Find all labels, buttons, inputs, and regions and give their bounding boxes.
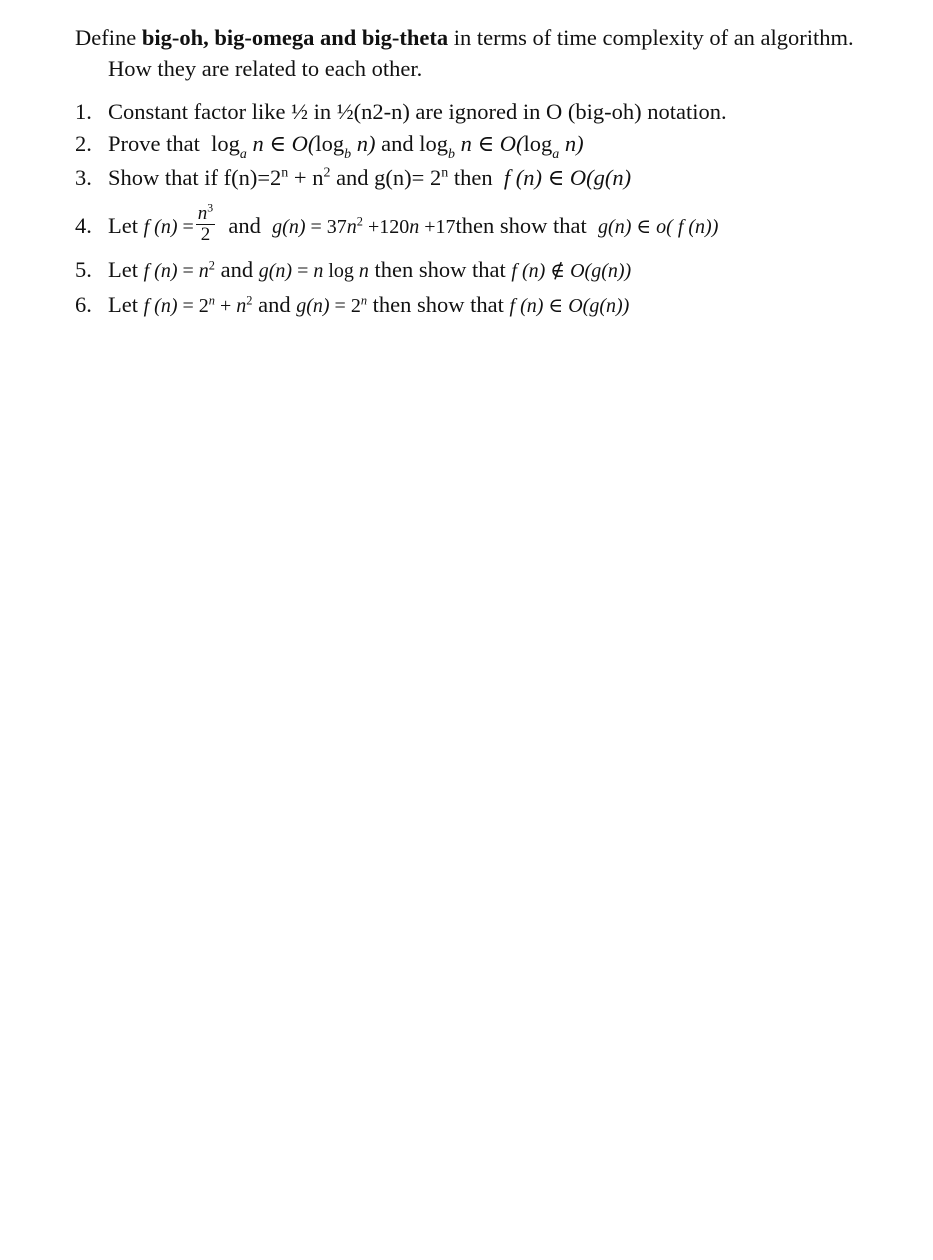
document-page bbox=[75, 22, 895, 323]
question-text: Let f (n) = $\frac{n^3}{2}$ and $g(n) = 37n^2 +120n$ +17then show that g(n) ∈ o( f (n)) bbox=[108, 202, 719, 246]
math-expression: f $(n) = 2^n + n^2$ bbox=[143, 293, 253, 317]
question-text: Prove that $\log_a n$ ∈ $O(\log_b$ n) and $\log_b n$ ∈ $O(\log_a$ n) bbox=[108, 131, 584, 162]
math-expression: $\log_b n$ ∈ $O(\log_a$ n) bbox=[419, 131, 584, 162]
fraction: $\frac{n^3}{2}$ bbox=[197, 202, 214, 246]
question-number: 3. bbox=[75, 165, 92, 190]
question-5 bbox=[75, 254, 895, 289]
math-expression: g(n) = n log n bbox=[258, 260, 369, 282]
question-list bbox=[75, 96, 895, 323]
question-number: 5. bbox=[75, 257, 92, 282]
intro-text-end: in terms of time complexity of an algorithm. How they are related to each other. bbox=[108, 25, 854, 81]
intro-paragraph bbox=[75, 22, 895, 84]
question-text: Let f $(n) = n^2$ and g(n) = n log n then show that f (n) ∉ O(g(n)) bbox=[108, 257, 632, 282]
math-expression: f (n) ∈ O(g(n) bbox=[503, 165, 632, 190]
question-1 bbox=[75, 96, 895, 127]
question-number: 2. bbox=[75, 131, 92, 156]
intro-bold-terms: big-oh, big-omega and big-theta bbox=[141, 25, 449, 50]
math-expression: $\log_a n$ ∈ $O(\log_b$ n) bbox=[211, 131, 376, 162]
question-4 bbox=[75, 200, 895, 254]
math-expression: f $(n) = n^2$ bbox=[143, 258, 215, 282]
question-text: Constant factor like ½ in ½(n2-n) are ignored in O (big-oh) notation. bbox=[108, 99, 727, 124]
question-6 bbox=[75, 289, 895, 323]
question-number: 1. bbox=[75, 99, 92, 124]
intro-text-start: Define bbox=[75, 25, 142, 50]
math-expression: $g(n) = 37n^2 +120n +17$ bbox=[272, 214, 456, 238]
math-expression: g(n) ∈ o( f (n)) bbox=[598, 216, 719, 238]
question-number: 6. bbox=[75, 292, 92, 317]
math-expression: $g(n) = 2^n$ bbox=[296, 293, 368, 317]
question-3 bbox=[75, 162, 895, 198]
question-text: Show that if $f(n)=2^n + n^2$ and $g(n)= 2^n$ then f (n) ∈ O(g(n) bbox=[108, 165, 632, 190]
math-expression: f (n) ∈ O(g(n)) bbox=[509, 295, 630, 317]
math-expression: f (n) ∉ O(g(n)) bbox=[511, 260, 632, 282]
question-number: 4. bbox=[75, 213, 92, 238]
math-expression: f (n) = bbox=[143, 216, 194, 238]
question-2 bbox=[75, 128, 895, 161]
question-text: Let f $(n) = 2^n + n^2$ and $g(n) = 2^n$ then show that f (n) ∈ O(g(n)) bbox=[108, 292, 630, 317]
